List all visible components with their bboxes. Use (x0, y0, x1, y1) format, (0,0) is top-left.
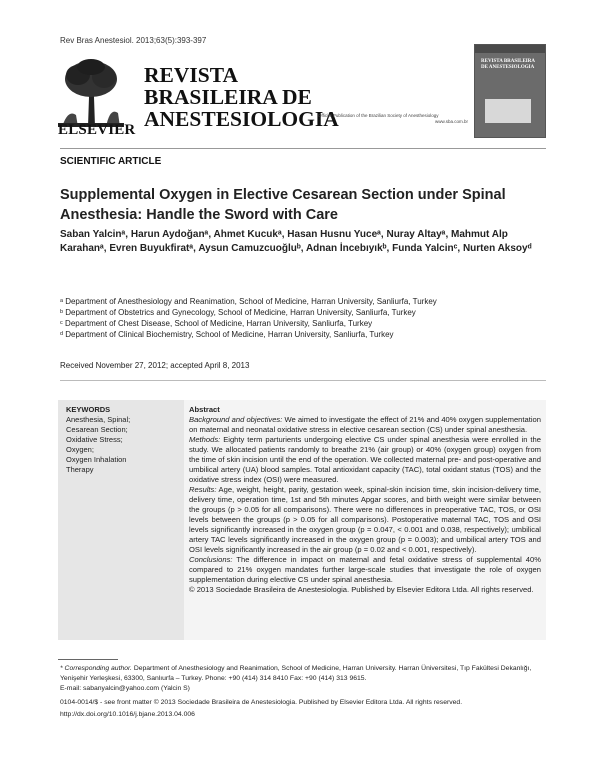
keyword-item: Oxygen; (66, 445, 94, 454)
keyword-item: Anesthesia, Spinal; (66, 415, 131, 424)
methods-text: Eighty term parturients undergoing elective CS under spinal anesthesia were enrolled in the study. We allocated patients randomly to breathe 21% (air group) or 40% (oxygen group) oxygen from the time of skin incision until the end of the operation. We collected maternal pre- and post-operative and umbilical artery (UA) blood samples. Total antioxidant capacity (TAC), total oxidant status (TOS) and the oxidative stress index (OSI) were measured. (189, 435, 541, 484)
journal-cover-thumbnail (474, 44, 546, 138)
abstract-conclusions (189, 555, 541, 585)
publisher-name: ELSEVIER (58, 122, 136, 138)
journal-title (144, 64, 339, 130)
abstract-copyright: © 2013 Sociedade Brasileira de Anestesiologia. Published by Elsevier Editora Ltda. All rights reserved. (189, 585, 534, 594)
author-email: E-mail: sabanyalcin@yahoo.com (Yalcin S) (60, 685, 190, 692)
keywords-block (66, 405, 130, 475)
results-label: Results: (189, 485, 217, 494)
official-publication-note (318, 113, 468, 125)
section-label: SCIENTIFIC ARTICLE (60, 156, 162, 167)
doi-link[interactable]: http://dx.doi.org/10.1016/j.bjane.2013.04.006 (60, 711, 195, 718)
abstract-methods (189, 435, 541, 485)
author-list: Saban Yalcinᵃ, Harun Aydoğanᵃ, Ahmet Kucukᵃ, Hasan Husnu Yuceᵃ, Nuray Altayᵃ, Mahmut Alp Karahanᵃ, Evren Buyukfiratᵃ, Aysun Camuzcuoğluᵇ, Adnan İncebıyıkᵇ, Funda Yalcinᶜ, Nurten Aksoyᵈ (60, 229, 532, 254)
abstract-results (189, 485, 541, 555)
affiliation-item: ᶜ Department of Chest Disease, School of Medicine, Harran University, Sanliurfa, Turkey (60, 319, 373, 328)
issn-line: 0104-0014/$ - see front matter © 2013 Sociedade Brasileira de Anestesiologia. Published by Elsevier Editora Ltda. All rights reserved. (60, 699, 463, 706)
background-text: We aimed to investigate the effect of 21% and 40% oxygen supplementation on maternal and neonatal oxidative stress in elective cesarean section (CS) under spinal anesthesia. (189, 415, 541, 434)
journal-title-line: REVISTA (144, 63, 238, 87)
official-url: www.sba.com.br (434, 119, 468, 124)
keywords-heading: KEYWORDS (66, 405, 111, 414)
conclusions-text: The difference in impact on maternal and fetal oxidative stress of supplemental 40% compared to 21% oxygen mandates further large-scale studies that investigate the role of oxygen supplementation during elective CS under spinal anesthesia. (189, 555, 541, 584)
background-label: Background and objectives: (189, 415, 283, 424)
official-note-text: Official Publication of the Brazilian Society of Anesthesiology (318, 113, 439, 118)
header-divider (60, 148, 546, 149)
conclusions-label: Conclusions: (189, 555, 233, 564)
dates-divider (60, 380, 546, 381)
footnotes (60, 664, 546, 720)
cover-title: REVISTA BRASILEIRA DE ANESTESIOLOGIA (481, 59, 535, 70)
corresponding-text: Department of Anesthesiology and Reanimation, School of Medicine, Harran University. Harran Üniversitesi, Tıp Fakültesi Dekanlığı, Yenişehir Yerleşkesi, 63300, Sanlıurfa – Turkey. Phone: +90 (414) 314 8410 Fax: +90 (414) 313 9615. (60, 665, 532, 682)
abstract-background (189, 415, 541, 435)
abstract-heading: Abstract (189, 405, 220, 414)
abstract-text (189, 405, 541, 595)
affiliation-item: ᵃ Department of Anesthesiology and Reanimation, School of Medicine, Harran University, Sanliurfa, Turkey (60, 297, 437, 306)
methods-label: Methods: (189, 435, 221, 444)
affiliation-item: ᵈ Department of Clinical Biochemistry, School of Medicine, Harran University, Sanliurfa, Turkey (60, 330, 394, 339)
keyword-item: Oxidative Stress; (66, 435, 123, 444)
cover-top-bar (475, 45, 545, 53)
journal-title-line: BRASILEIRA DE (144, 85, 312, 109)
results-text: Age, weight, height, parity, gestation week, spinal-skin incision time, skin incision-delivery time, delivery time, operation time, 1st and 5th minutes Apgar scores, and birth weight were similar between the groups (p > 0.05 for all comparisons). There were no differences in preoperative TAC, TOS, or OSI levels between the groups (p > 0.05 for all comparisons). Postoperative maternal TAC, TOS and OSI levels significantly increased in the oxygen group (p = 0.047, < 0.001 and 0.038, respectively); umbilical artery TAC levels significantly increased in the oxygen group (p = 0.003); and umbilical artery TOS and OSI levels significantly increased in the air group (p = 0.02 and < 0.001, respectively). (189, 485, 541, 554)
cover-image-box (485, 99, 531, 123)
corresponding-author (60, 664, 546, 684)
keyword-item: Therapy (66, 465, 94, 474)
journal-reference: Rev Bras Anestesiol. 2013;63(5):393-397 (60, 36, 207, 45)
article-title: Supplemental Oxygen in Elective Cesarean Section under Spinal Anesthesia: Handle the Sword with Care (60, 187, 506, 223)
corresponding-label: * Corresponding author. (60, 665, 132, 672)
affiliation-item: ᵇ Department of Obstetrics and Gynecology, School of Medicine, Harran University, Sanliurfa, Turkey (60, 308, 416, 317)
affiliations (60, 296, 437, 340)
footnote-divider (58, 659, 118, 660)
keyword-item: Oxygen Inhalation (66, 455, 127, 464)
received-dates: Received November 27, 2012; accepted April 8, 2013 (60, 361, 250, 370)
keyword-item: Cesarean Section; (66, 425, 128, 434)
journal-title-line: ANESTESIOLOGIA (144, 107, 339, 131)
